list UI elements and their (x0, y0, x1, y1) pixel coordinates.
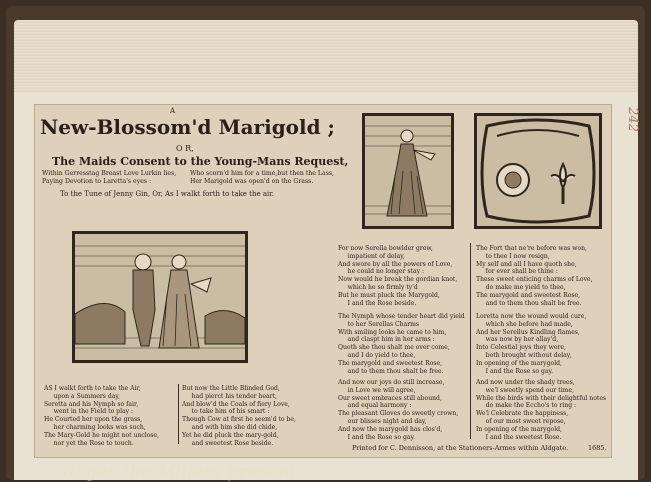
woodcut-woman (362, 113, 454, 229)
imprint-year: 1685. (588, 444, 607, 452)
intro-right-1: Who scorn'd him for a time,but then the Lass, (190, 170, 335, 177)
ballad-title: New-Blossom'd Marigold ; (40, 115, 335, 139)
woodcut-couple (72, 231, 248, 363)
woodcut-rose-fleur (474, 113, 602, 229)
verse-column-4b: Loretta now the wound would cure, which she before had made, And her Serellus Kindling flames, was now by her allay'd, Into Celestial joys they were, both brought without delay, In opening of the marygold, I and the Rose so gay. (476, 313, 587, 375)
column-rule-1 (178, 384, 179, 444)
verse-column-3c: And now our joys do still increase, in Love we will agree, Our sweet embraces still abound, and equal harmony : The pleasant Gloves do sweetly crown, our blisses night and day, And now the marygold has clos'd, I and the Rose so gay. (338, 379, 459, 441)
verse-column-4a: The Fort that ne're before was won, to thee I now resign, My self and all I have quoth she, for ever shall be thine : These sweet enticing charms of Love, do make me yield to thee, The marygold and sweetest Rose, and to them thou shalt be free. (476, 245, 593, 307)
intro-left-2: Paying Devotion to Laretta's eyes : (42, 178, 152, 185)
printer-imprint: Printed for C. Dennisson, at the Stationers-Armes within Aldgate. (352, 444, 569, 452)
verse-column-1: AS I walkt forth to take the Air, upon a Summers day, Seretta and his Nymph so fair, went in the Field to play : He Courted her upon the grass, her charming looks was such, The Mary-Gold he might not unclose, nor yet the Rose to touch. (44, 385, 160, 447)
verse-column-2: But now the Little Blinded God, had pierct his tender heart, And blow'd the Coals of fiery Love, to take him of his smart : Though Cow at first he seem'd to be, and with him she did chide, Yet he did pluck the mary-gold, and sweetest Rose beside. (182, 385, 296, 447)
column-rule-2 (470, 243, 471, 439)
woodcut-couple-image (75, 234, 245, 360)
verse-column-3b: The Nymph whose tender heart did yield to her Serellas Charms With smiling looks he came to him, and claspt him in her arms : Quoth she thou shalt me over come, and I do yield to thee, The marygold and sweetest Rose, and to them thou shalt be free. (338, 313, 465, 375)
intro-left-1: Within Gerresstag Breast Love Lurkin lies, (42, 170, 177, 177)
intro-right-2: Her Marigold was open'd on the Grass. (190, 178, 314, 185)
next-page-title: Roger the Millers present (62, 462, 297, 482)
folio-number: 242 (624, 107, 640, 132)
verse-column-4c: And now under the shady trees, we'l sweetly spend our time, While the birds with their delightful notes do make the Eccho's to ring : We'l Celebrate the happiness, of our most sweet repose, In opening of the marygold, I and the sweetest Rose. (476, 379, 607, 441)
woodcut-woman-image (365, 116, 451, 226)
title-or: O R, (176, 144, 194, 153)
ballad-subtitle: The Maids Consent to the Young-Mans Request, (52, 155, 349, 168)
rose-fleur-image (477, 116, 599, 226)
tune-line: To the Tune of Jenny Gin, Or, As I walkt forth to take the air. (60, 190, 275, 198)
verse-column-3a: For now Serella bowlder grew, impatient of delay, And swore by all the powers of Love, he could no longer stay : Now would he break the gordian knot, which he so firmly ty'd But he must pluck the Marygold, I and the Rose beside. (338, 245, 458, 307)
title-pre: A (170, 107, 177, 115)
